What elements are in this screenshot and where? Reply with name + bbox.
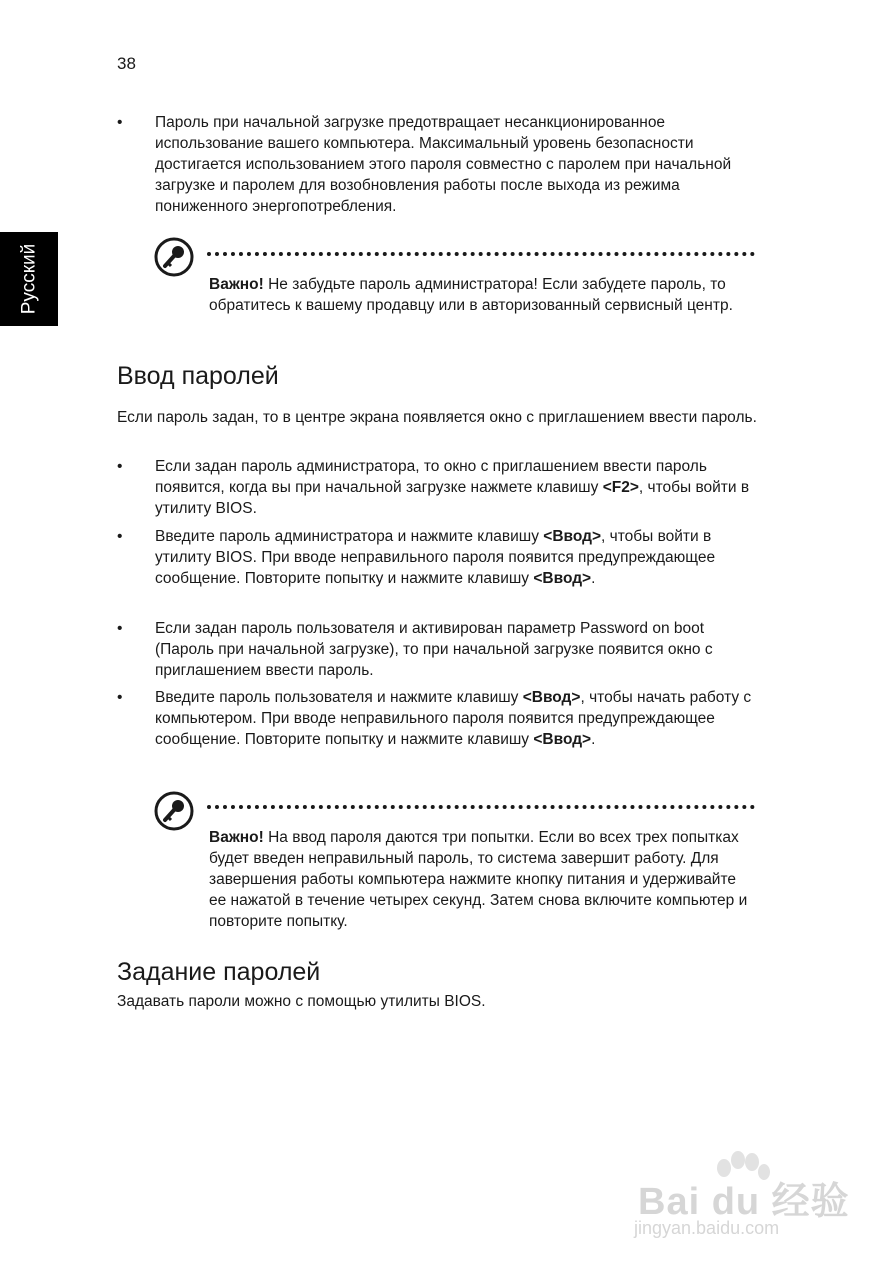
watermark-logo-text: Bai du 经验 bbox=[638, 1181, 850, 1223]
bullet-dot: • bbox=[117, 620, 123, 637]
note-divider bbox=[207, 252, 755, 256]
list-item bbox=[117, 526, 757, 612]
list-item bbox=[117, 618, 757, 682]
watermark-url: jingyan.baidu.com bbox=[634, 1218, 780, 1238]
note-divider bbox=[207, 805, 755, 809]
list-item-text: Введите пароль администратора и нажмите клавишу <Ввод>, чтобы войти в утилиту BIOS. При вводе неправильного пароля появится предупреждающее сообщение. Повторите попытку и нажмите клавишу <Ввод>. bbox=[155, 528, 716, 587]
language-side-tab bbox=[0, 232, 58, 326]
list-item bbox=[117, 687, 757, 773]
note-label: Важно! bbox=[209, 829, 264, 846]
page-number: 38 bbox=[117, 54, 136, 73]
bullet-dot: • bbox=[117, 458, 123, 475]
key-icon bbox=[154, 237, 194, 277]
intro-bullet-text: Пароль при начальной загрузке предотвращает несанкционированное использование вашего компьютера. Максимальный уровень безопасности достигается использованием этого пароля совместно с паролем при начальной загрузке и паролем для возобновления работы после выхода из режима пониженного энергопотребления. bbox=[155, 114, 732, 215]
bullet-dot: • bbox=[117, 114, 123, 131]
list-item-text: Если задан пароль администратора, то окно с приглашением ввести пароль появится, когда вы при начальной загрузке нажмете клавишу <F2>, чтобы войти в утилиту BIOS. bbox=[155, 458, 750, 517]
note-body: На ввод пароля даются три попытки. Если во всех трех попытках будет введен неправильный пароль, то система завершит работу. Для завершения работы компьютера нажмите кнопку питания и удерживайте ее нажатой в течение четырех секунд. Затем снова включите компьютер и повторите попытку. bbox=[209, 829, 748, 930]
bullet-dot: • bbox=[117, 528, 123, 545]
bullet-dot: • bbox=[117, 689, 123, 706]
section-set-passwords-text: Задавать пароли можно с помощью утилиты BIOS. bbox=[117, 993, 486, 1010]
list-item-text: Введите пароль пользователя и нажмите клавишу <Ввод>, чтобы начать работу с компьютером. При вводе неправильного пароля появится предупреждающее сообщение. Повторите попытку и нажмите клавишу <Ввод>. bbox=[155, 689, 752, 748]
section-heading-enter-passwords: Ввод паролей bbox=[117, 362, 279, 390]
note-body: Не забудьте пароль администратора! Если забудете пароль, то обратитесь к вашему продавцу или в авторизованный сервисный центр. bbox=[209, 276, 733, 314]
note-label: Важно! bbox=[209, 276, 264, 293]
note-important-attempts bbox=[209, 827, 754, 932]
baidu-watermark bbox=[628, 1148, 858, 1248]
language-side-tab-label: Русский bbox=[18, 243, 39, 315]
key-icon bbox=[154, 791, 194, 831]
list-item bbox=[117, 456, 757, 520]
section-intro-text: Если пароль задан, то в центре экрана появляется окно с приглашением ввести пароль. bbox=[117, 409, 757, 426]
intro-bullet bbox=[117, 112, 757, 222]
list-item-text: Если задан пароль пользователя и активирован параметр Password on boot (Пароль при начальной загрузке), то при начальной загрузке появится окно с приглашением ввести пароль. bbox=[155, 620, 713, 679]
note-important-admin bbox=[209, 274, 754, 316]
section-heading-set-passwords: Задание паролей bbox=[117, 958, 321, 986]
